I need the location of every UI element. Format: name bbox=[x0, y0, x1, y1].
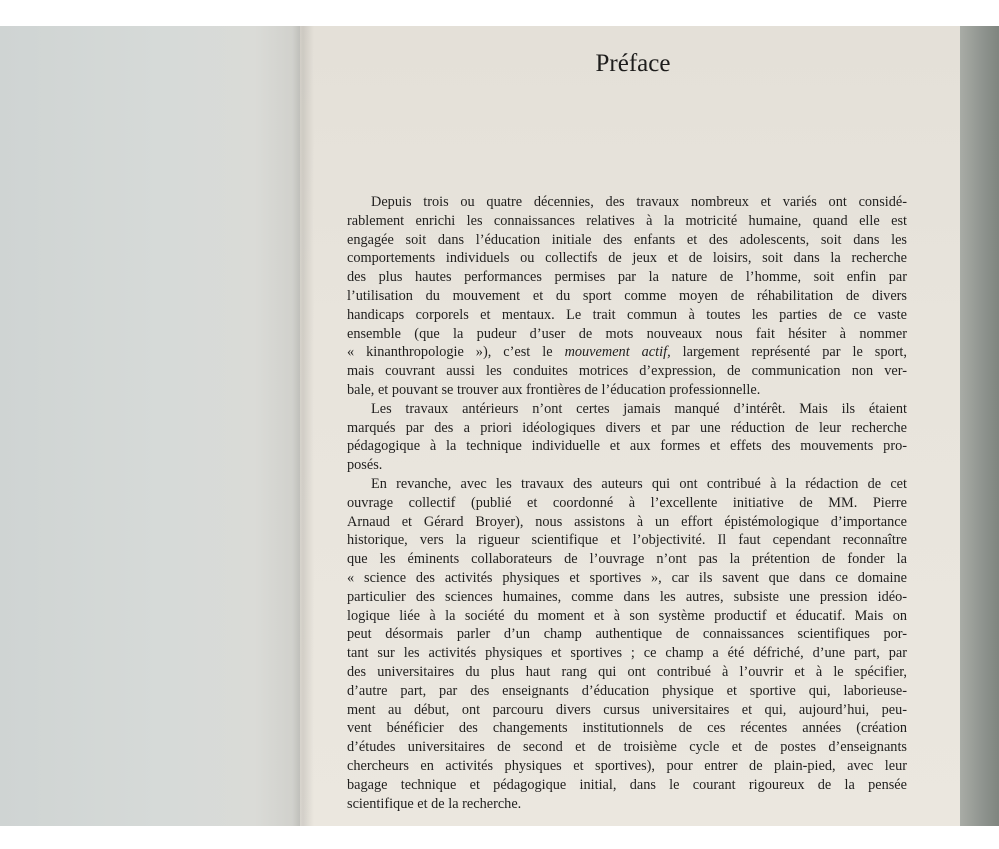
text-line: bale, et pouvant se trouver aux frontières de l’éducation professionnelle. bbox=[347, 381, 761, 398]
text-line: marqués par des a priori idéologiques divers et par une réduction de leur recherche bbox=[347, 419, 907, 436]
text-line: l’utilisation du mouvement et du sport comme moyen de réhabilitation de divers bbox=[347, 287, 907, 304]
text-line: Les travaux antérieurs n’ont certes jamais manqué d’intérêt. Mais ils étaient bbox=[371, 400, 907, 417]
text-line: historique, vers la rigueur scientifique et l’objectivité. Il faut cependant reconnaître bbox=[347, 532, 907, 549]
text-line: ouvrage collectif (publié et coordonné à l’excellente initiative de MM. Pierre bbox=[347, 494, 907, 511]
text-line bbox=[347, 343, 907, 362]
text-line: d’autre part, par des enseignants d’éducation physique et sportive qui, laborieuse- bbox=[347, 682, 907, 699]
text-segment: largement représenté par le sport, bbox=[670, 344, 907, 361]
text-line: En revanche, avec les travaux des auteurs qui ont contribué à la rédaction de cet bbox=[371, 475, 907, 492]
preface-body bbox=[347, 193, 907, 813]
text-line: bagage technique et pédagogique initial, dans le courant rigoureux de la pensée bbox=[347, 776, 907, 793]
text-line: handicaps corporels et mentaux. Le trait commun à toutes les parties de ce vaste bbox=[347, 306, 907, 323]
text-line: particulier des sciences humaines, comme dans les autres, subsiste une pression idéo- bbox=[347, 588, 907, 605]
text-line: mais couvrant aussi les conduites motrices d’expression, de communication non ver- bbox=[347, 363, 907, 380]
text-line: posés. bbox=[347, 457, 383, 474]
text-line: des universitaires du plus haut rang qui ont contribué à l’ouvrir et à le spécifier, bbox=[347, 663, 907, 680]
text-line: engagée soit dans l’éducation initiale des enfants et des adolescents, soit dans les bbox=[347, 231, 907, 248]
text-line: que les éminents collaborateurs de l’ouvrage n’ont pas la prétention de fonder la bbox=[347, 551, 907, 568]
text-line: scientifique et de la recherche. bbox=[347, 795, 522, 812]
book-page-edge bbox=[960, 26, 999, 826]
text-line: des plus hautes performances permises par la nature de l’homme, soit enfin par bbox=[347, 269, 907, 286]
text-line: Arnaud et Gérard Broyer), nous assistons à un effort épistémologique d’importance bbox=[347, 513, 907, 530]
text-line: rablement enrichi les connaissances relatives à la motricité humaine, quand elle est bbox=[347, 212, 907, 229]
text-line: chercheurs en activités physiques et sportives), pour entrer de plain-pied, avec leur bbox=[347, 757, 907, 774]
text-line: « science des activités physiques et sportives », car ils savent que dans ce domaine bbox=[347, 569, 907, 586]
text-line: comportements individuels ou collectifs de jeux et de loisirs, soit dans la recherche bbox=[347, 250, 907, 267]
text-segment: « kinanthropologie »), c’est le bbox=[347, 344, 565, 361]
book-photo bbox=[0, 26, 999, 826]
text-line: ment au début, ont parcouru divers cursus universitaires et qui, aujourd’hui, peu- bbox=[347, 701, 907, 718]
text-line: Depuis trois ou quatre décennies, des travaux nombreux et variés ont considé- bbox=[371, 194, 907, 210]
emphasis-text: mouvement actif, bbox=[564, 344, 671, 361]
text-line: peut désormais parler d’un champ authentique de connaissances scientifiques por- bbox=[347, 626, 907, 643]
text-line: ensemble (que la pudeur d’user de mots nouveaux nous fait hésiter à nommer bbox=[347, 325, 907, 342]
text-line: d’études universitaires de second et de troisième cycle et de postes d’enseignants bbox=[347, 739, 907, 756]
left-page bbox=[0, 26, 300, 826]
text-line: logique liée à la société du moment et à son système productif et éducatif. Mais on bbox=[347, 607, 907, 624]
text-line: vent bénéficier des changements institutionnels de ces récentes années (création bbox=[347, 720, 907, 737]
text-line: tant sur les activités physiques et sportives ; ce champ a été défriché, d’une part, par bbox=[347, 645, 907, 662]
page-title: Préface bbox=[595, 50, 671, 77]
book-gutter bbox=[292, 26, 314, 826]
text-line: pédagogique à la technique individuelle et aux formes et effets des mouvements pro- bbox=[347, 438, 907, 455]
